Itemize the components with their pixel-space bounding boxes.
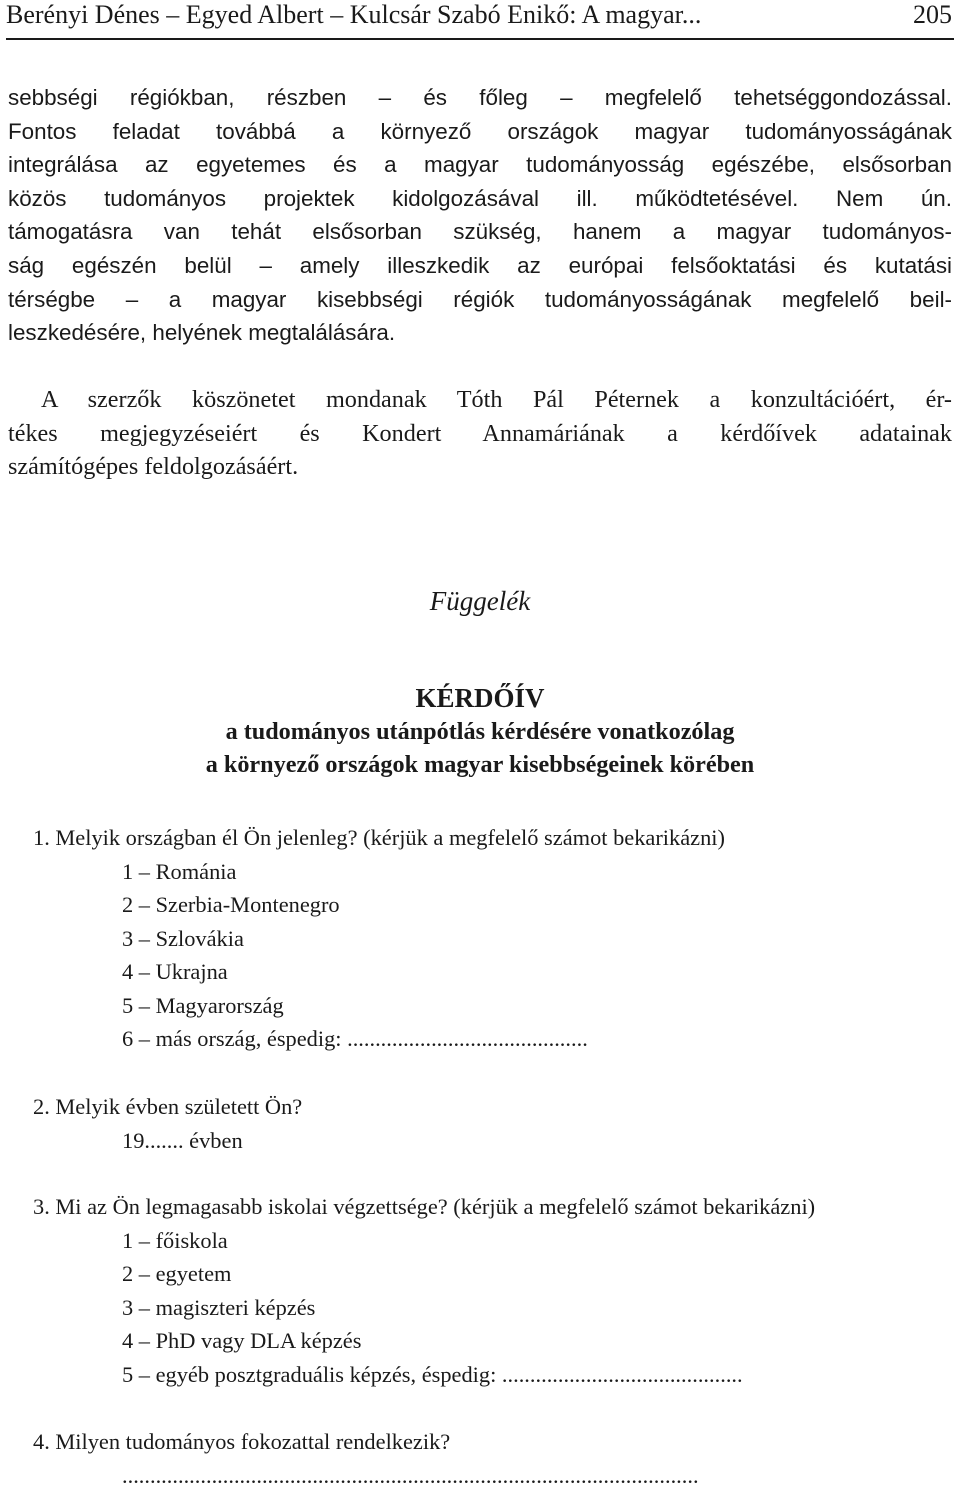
- page-number: 205: [913, 0, 952, 30]
- question-text: 4. Milyen tudományos fokozattal rendelkezik?: [33, 1425, 699, 1459]
- questionnaire-heading: [0, 680, 960, 781]
- paragraph-line: integrálása az egyetemes és a magyar tudományosság egészébe, elsősorban: [8, 148, 952, 182]
- questionnaire-subtitle-line: a környező országok magyar kisebbségeinek körében: [0, 749, 960, 782]
- answer-option: 2 – egyetem: [33, 1257, 815, 1291]
- question-2: [33, 1090, 302, 1157]
- answer-option: 3 – magiszteri képzés: [33, 1291, 815, 1325]
- answer-blank-line: .......................................................................................................: [33, 1459, 699, 1492]
- question-1: [33, 821, 725, 1056]
- answer-option: 4 – Ukrajna: [33, 955, 725, 989]
- questionnaire-subtitle-line: a tudományos utánpótlás kérdésére vonatkozólag: [0, 716, 960, 749]
- paragraph-line: ság egészén belül – amely illeszkedik az európai felsőoktatási és kutatási: [8, 249, 952, 283]
- paragraph-line: tékes megjegyzéseiért és Kondert Annamáriának a kérdőívek adatainak: [8, 417, 952, 451]
- paragraph-line: támogatásra van tehát elsősorban szükség, hanem a magyar tudományos-: [8, 215, 952, 249]
- question-4: [33, 1425, 699, 1492]
- appendix-title: Függelék: [0, 584, 960, 618]
- paragraph-regional-science: [8, 81, 952, 350]
- paragraph-line: Fontos feladat továbbá a környező országok magyar tudományosságának: [8, 115, 952, 149]
- paragraph-line: térségbe – a magyar kisebbségi régiók tudományosságának megfelelő beil-: [8, 283, 952, 317]
- answer-option: 1 – Románia: [33, 855, 725, 889]
- paragraph-line: számítógépes feldolgozásáért.: [8, 450, 952, 484]
- answer-option: 5 – Magyarország: [33, 989, 725, 1023]
- paragraph-line: sebbségi régiókban, részben – és főleg – megfelelő tehetséggondozással.: [8, 81, 952, 115]
- answer-option: 6 – más ország, éspedig: ...........................................: [33, 1022, 725, 1056]
- paragraph-line: közös tudományos projektek kidolgozásával ill. működtetésével. Nem ún.: [8, 182, 952, 216]
- paragraph-line: A szerzők köszönetet mondanak Tóth Pál Péternek a konzultációért, ér-: [8, 383, 952, 417]
- paragraph-line: leszkedésére, helyének megtalálására.: [8, 316, 952, 350]
- question-text: 3. Mi az Ön legmagasabb iskolai végzettsége? (kérjük a megfelelő számot bekarikázni): [33, 1190, 815, 1224]
- answer-option: 3 – Szlovákia: [33, 922, 725, 956]
- paragraph-acknowledgements: [8, 383, 952, 484]
- answer-option: 1 – főiskola: [33, 1224, 815, 1258]
- running-title: Berényi Dénes – Egyed Albert – Kulcsár Szabó Enikő: A magyar...: [6, 0, 701, 30]
- running-header: [6, 0, 954, 40]
- answer-option: 4 – PhD vagy DLA képzés: [33, 1324, 815, 1358]
- question-text: 2. Melyik évben született Ön?: [33, 1090, 302, 1124]
- questionnaire-title: KÉRDŐÍV: [0, 680, 960, 716]
- answer-option: 2 – Szerbia-Montenegro: [33, 888, 725, 922]
- answer-option: 5 – egyéb posztgraduális képzés, éspedig: ...........................................: [33, 1358, 815, 1392]
- question-text: 1. Melyik országban él Ön jelenleg? (kérjük a megfelelő számot bekarikázni): [33, 821, 725, 855]
- question-3: [33, 1190, 815, 1391]
- answer-option: 19....... évben: [33, 1124, 302, 1158]
